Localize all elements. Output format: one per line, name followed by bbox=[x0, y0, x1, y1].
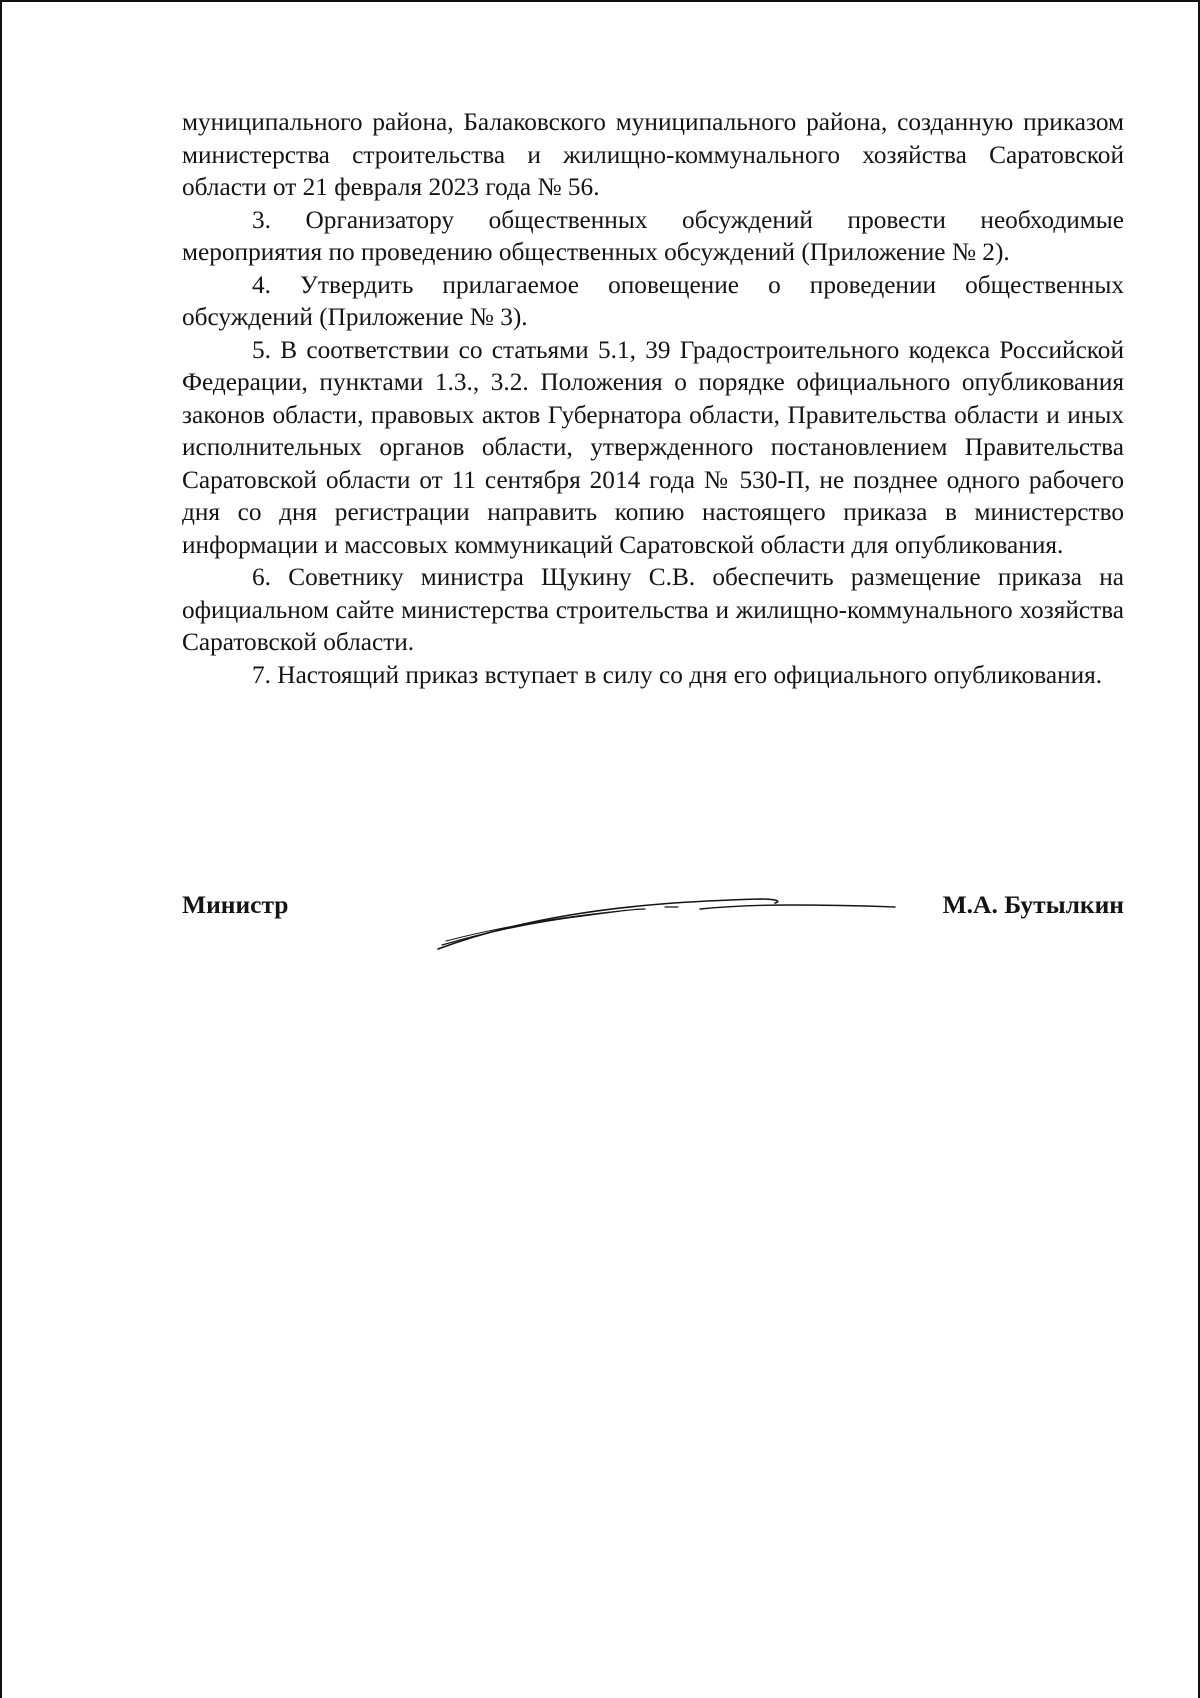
document-body bbox=[182, 106, 1124, 691]
scan-edge-top bbox=[0, 0, 1200, 2]
handwritten-signature bbox=[430, 885, 910, 955]
paragraph-item-6: 6. Советнику министра Щукину С.В. обеспечить размещение приказа на официальном сайте министерства строительства и жилищно-коммунального хозяйства Саратовской области. bbox=[182, 563, 1124, 656]
signatory-name: М.А. Бутылкин bbox=[942, 890, 1124, 919]
scan-edge-left bbox=[0, 0, 2, 1698]
paragraph-continuation: муниципального района, Балаковского муниципального района, созданную приказом министерства строительства и жилищно-коммунального хозяйства Саратовской области от 21 февраля 2023 года № 56. bbox=[182, 108, 1124, 201]
paragraph-item-4: 4. Утвердить прилагаемое оповещение о проведении общественных обсуждений (Приложение № 3). bbox=[182, 270, 1124, 331]
paragraph-item-5: 5. В соответствии со статьями 5.1, 39 Градостроительного кодекса Российской Федерации, пунктами 1.3., 3.2. Положения о порядке официального опубликования законов области, правовых актов Губернатора области, Правительства области и иных исполнительных органов области, утвержденного постановлением Правительства Саратовской области от 11 сентября 2014 года № 530-П, не позднее одного рабочего дня со дня регистрации направить копию настоящего приказа в министерство информации и массовых коммуникаций Саратовской области для опубликования. bbox=[182, 335, 1124, 559]
signatory-title: Министр bbox=[182, 890, 289, 919]
paragraph-item-3: 3. Организатору общественных обсуждений провести необходимые мероприятия по проведению общественных обсуждений (Приложение № 2). bbox=[182, 205, 1124, 266]
paragraph-item-7: 7. Настоящий приказ вступает в силу со дня его официального опубликования. bbox=[252, 660, 1103, 689]
